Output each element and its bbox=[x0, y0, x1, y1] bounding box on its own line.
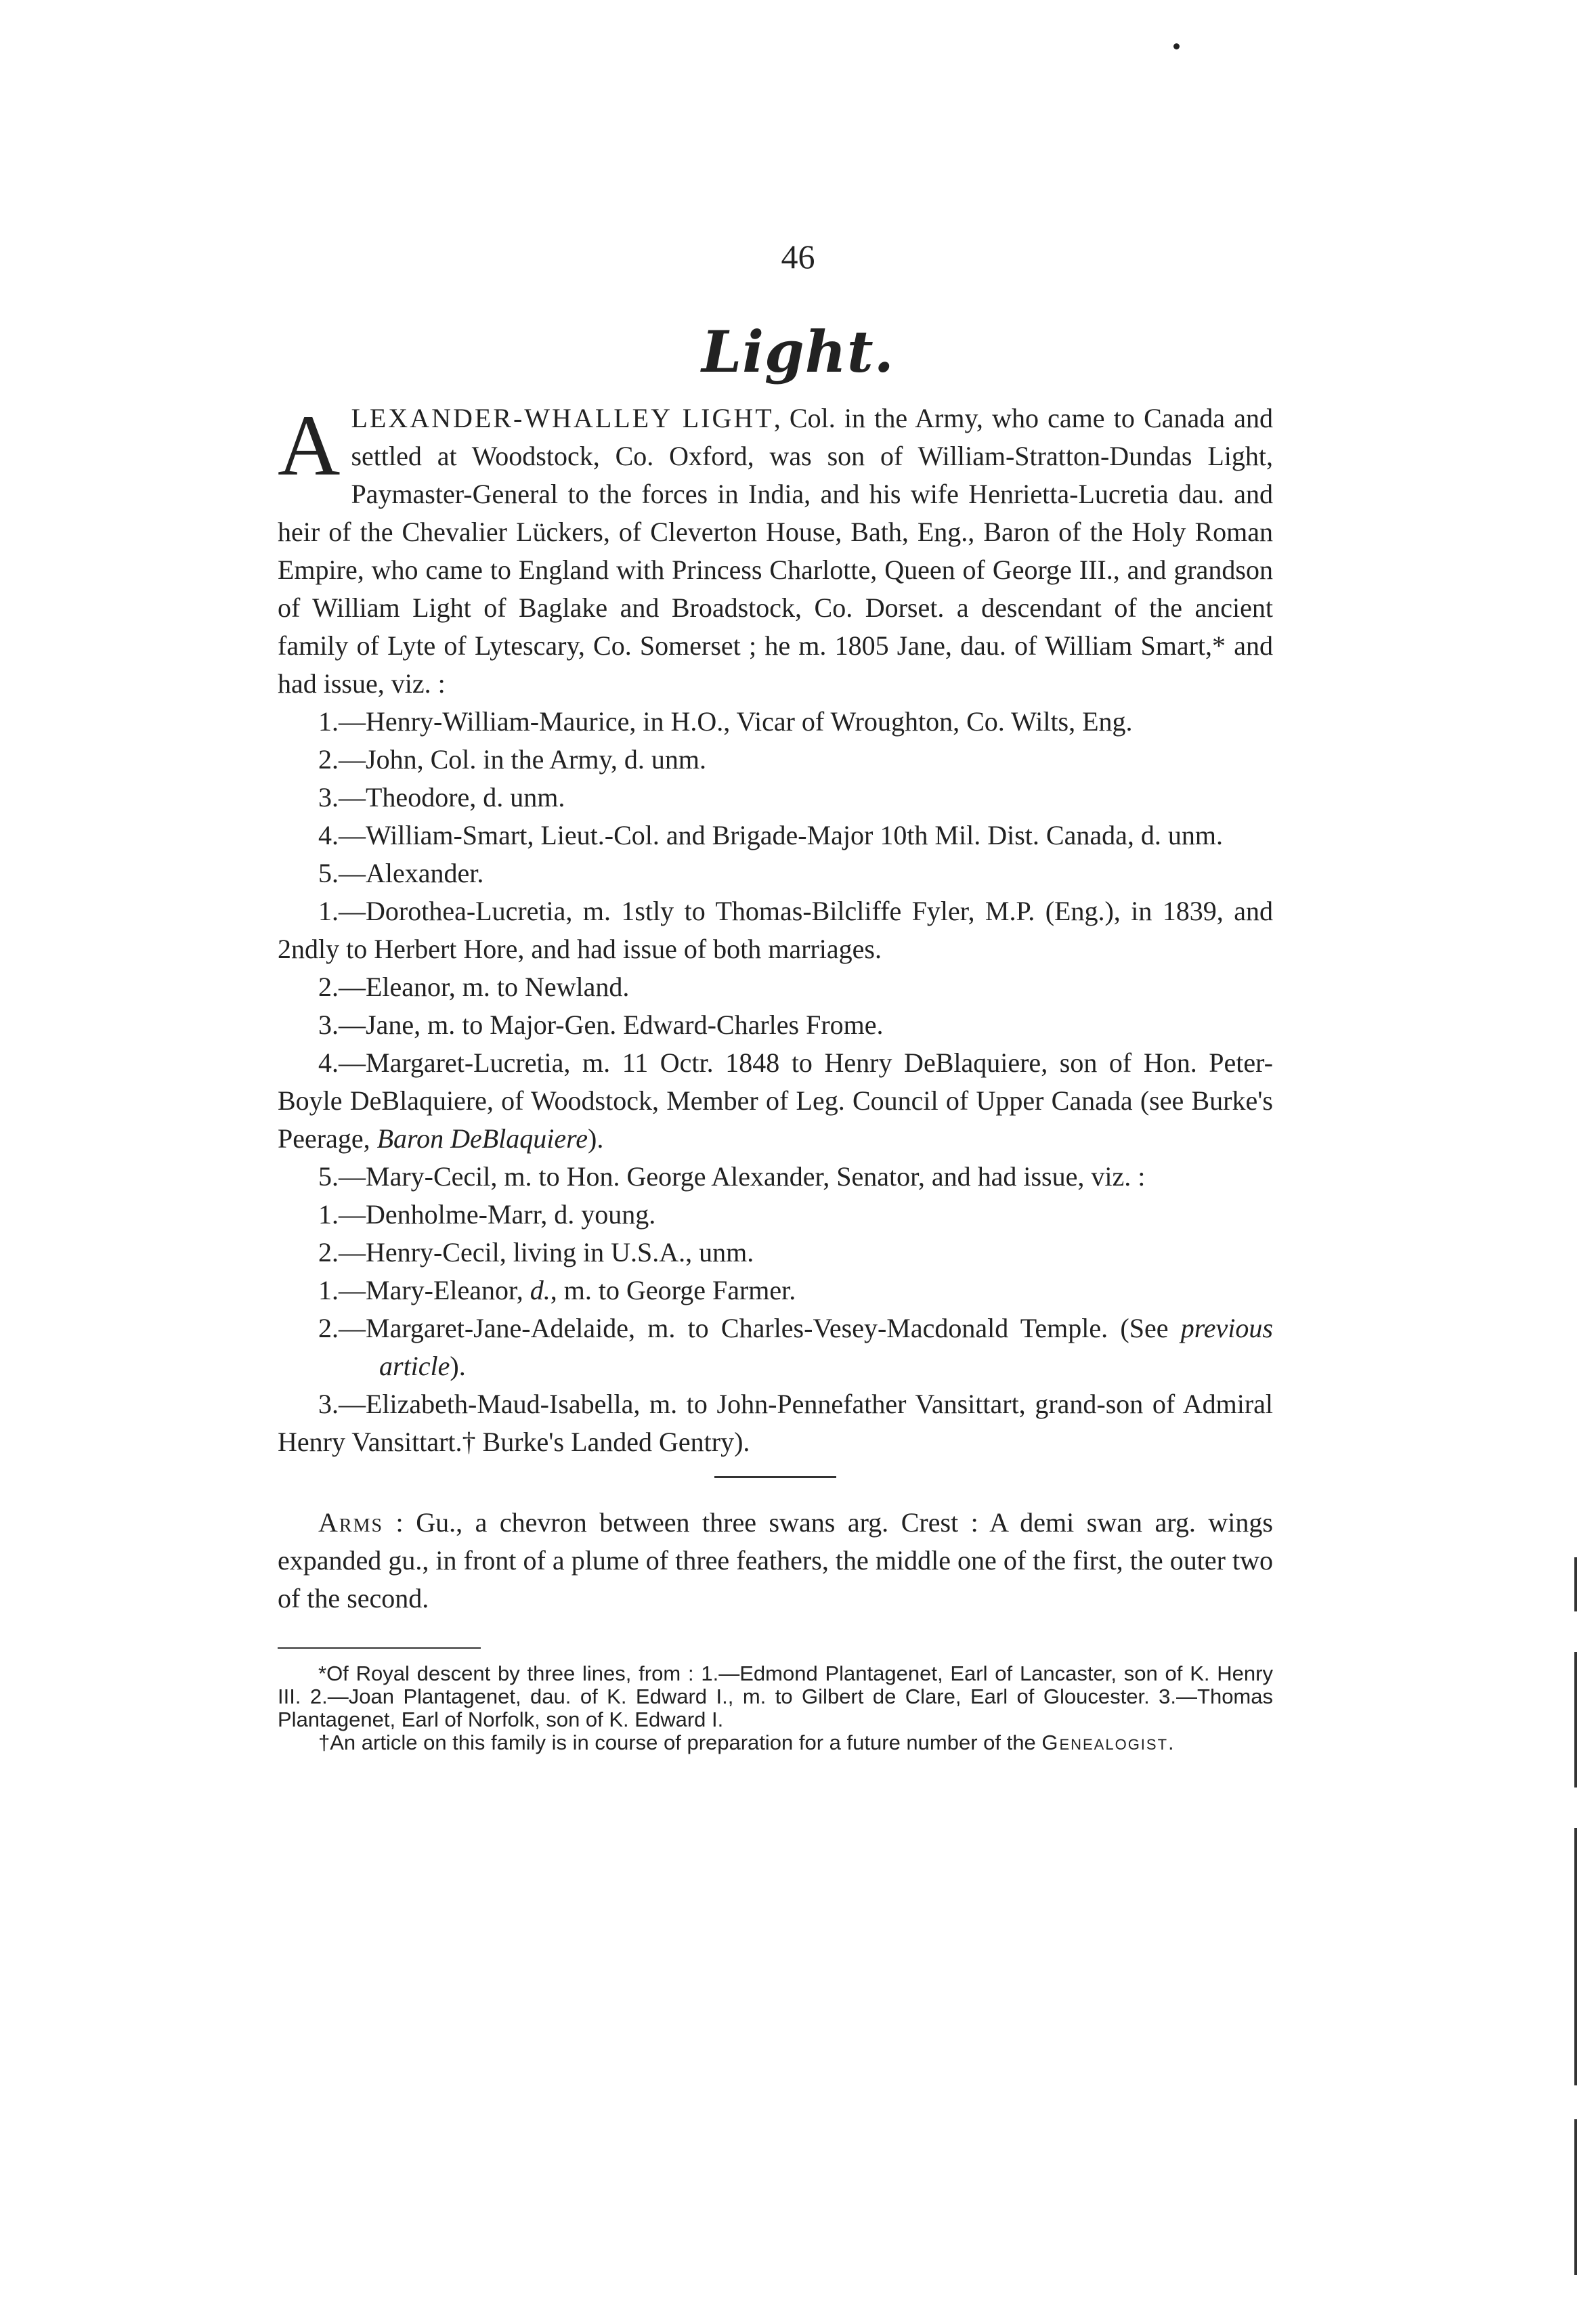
son-entry: 2.—John, Col. in the Army, d. unm. bbox=[318, 744, 706, 775]
son-entry: 5.—Alexander. bbox=[318, 858, 484, 888]
footnote-star: *Of Royal descent by three lines, from : 1.—Edmond Plantagenet, Earl of Lancaster, son of K. Henry III. 2.—Joan Plantagenet, dau. of K. Edward I., m. to Gilbert de Clare, Earl of Gloucester. 3.—Thomas Plantagenet, Earl of Norfolk, son of K. Edward I. bbox=[278, 1662, 1273, 1731]
scan-edge-mark bbox=[1574, 1652, 1577, 1787]
scan-edge-mark bbox=[1574, 2119, 1577, 2275]
daughter-entry: 3.—Jane, m. to Major-Gen. Edward-Charles Frome. bbox=[318, 1010, 884, 1040]
mary-eleanor-italic: d. bbox=[530, 1275, 551, 1305]
daughter-entry-margaret bbox=[278, 1044, 1273, 1158]
footnote-dagger-text: †An article on this family is in course of preparation for a future number of the bbox=[318, 1731, 1042, 1754]
footnote-dagger-end: Genealogist. bbox=[1041, 1731, 1176, 1754]
grandchild-entry: 2.—Henry-Cecil, living in U.S.A., unm. bbox=[318, 1237, 754, 1267]
intro-text: , Col. in the Army, who came to Canada and settled at Woodstock, Co. Oxford, was son of William-Stratton-Dundas Light, Paymaster-General to the forces in India, and his wife Henrietta-Lucretia dau. and heir of the Chevalier Lückers, of Cleverton House, Bath, Eng., Baron of the Holy Roman Empire, who came to England with Princess Charlotte, Queen of George III., and grandson of William Light of Baglake and Broadstock, Co. Dorset. a descendant of the ancient family of Lyte of Lytescary, Co. Somerset ; he m. 1805 Jane, dau. of William Smart,* and had issue, viz. : bbox=[278, 403, 1274, 699]
footnote-divider bbox=[278, 1647, 481, 1649]
margaret-text: 4.—Margaret-Lucretia, m. 11 Octr. 1848 to Henry DeBlaquiere, son of Hon. Peter-Boyle DeBlaquiere, of Woodstock, Member of Leg. Council of Upper Canada (see Burke's Peerage, bbox=[278, 1047, 1273, 1154]
son-entry: 3.—Theodore, d. unm. bbox=[318, 782, 565, 812]
drop-cap: A bbox=[278, 397, 341, 494]
page-number: 46 bbox=[781, 238, 815, 276]
son-entry: 1.—Henry-William-Maurice, in H.O., Vicar of Wroughton, Co. Wilts, Eng. bbox=[318, 706, 1133, 737]
mary-eleanor-before: 1.—Mary-Eleanor, bbox=[318, 1275, 530, 1305]
footnote-dagger bbox=[278, 1731, 1273, 1754]
margaret-ref: Baron DeBlaquiere bbox=[376, 1123, 588, 1154]
subject-name: LEXANDER-WHALLEY LIGHT bbox=[351, 403, 774, 433]
grandchild-entry-mary-eleanor bbox=[278, 1272, 1273, 1309]
section-divider bbox=[714, 1476, 836, 1478]
grandchild-entry: 1.—Denholme-Marr, d. young. bbox=[318, 1199, 656, 1230]
daughter-entry: 2.—Eleanor, m. to Newland. bbox=[318, 972, 630, 1002]
margaret-jane-end: ). bbox=[450, 1351, 466, 1381]
arms-label: Arms bbox=[318, 1507, 384, 1538]
arms-paragraph bbox=[278, 1504, 1273, 1618]
margaret-end: ). bbox=[588, 1123, 604, 1154]
mary-eleanor-after: , m. to George Farmer. bbox=[550, 1275, 796, 1305]
intro-paragraph bbox=[278, 399, 1273, 703]
arms-text: : Gu., a chevron between three swans arg. Crest : A demi swan arg. wings expanded gu., in front of a plume of three feathers, the middle one of the first, the outer two of the second. bbox=[278, 1507, 1273, 1613]
daughter-entry-mary-cecil: 5.—Mary-Cecil, m. to Hon. George Alexander, Senator, and had issue, viz. : bbox=[318, 1161, 1146, 1192]
stray-dot bbox=[1173, 43, 1180, 49]
margaret-jane-text: 2.—Margaret-Jane-Adelaide, m. to Charles-Vesey-Macdonald Temple. (See bbox=[318, 1313, 1181, 1343]
daughter-entry: 1.—Dorothea-Lucretia, m. 1stly to Thomas-Bilcliffe Fyler, M.P. (Eng.), in 1839, and 2ndly to Herbert Hore, and had issue of both marriages. bbox=[278, 896, 1273, 964]
son-entry: 4.—William-Smart, Lieut.-Col. and Brigade-Major 10th Mil. Dist. Canada, d. unm. bbox=[318, 820, 1223, 850]
margaret-jane-italic: previous article bbox=[379, 1313, 1273, 1381]
grandchild-entry-margaret-jane bbox=[278, 1309, 1273, 1385]
grandchild-entry-elizabeth: 3.—Elizabeth-Maud-Isabella, m. to John-Pennefather Vansittart, grand-son of Admiral Henry Vansittart.† Burke's Landed Gentry). bbox=[278, 1389, 1273, 1457]
page-title: Light. bbox=[702, 318, 894, 385]
scan-edge-mark bbox=[1574, 1557, 1577, 1611]
article-body bbox=[278, 399, 1273, 1754]
scan-edge-mark bbox=[1574, 1828, 1577, 2085]
